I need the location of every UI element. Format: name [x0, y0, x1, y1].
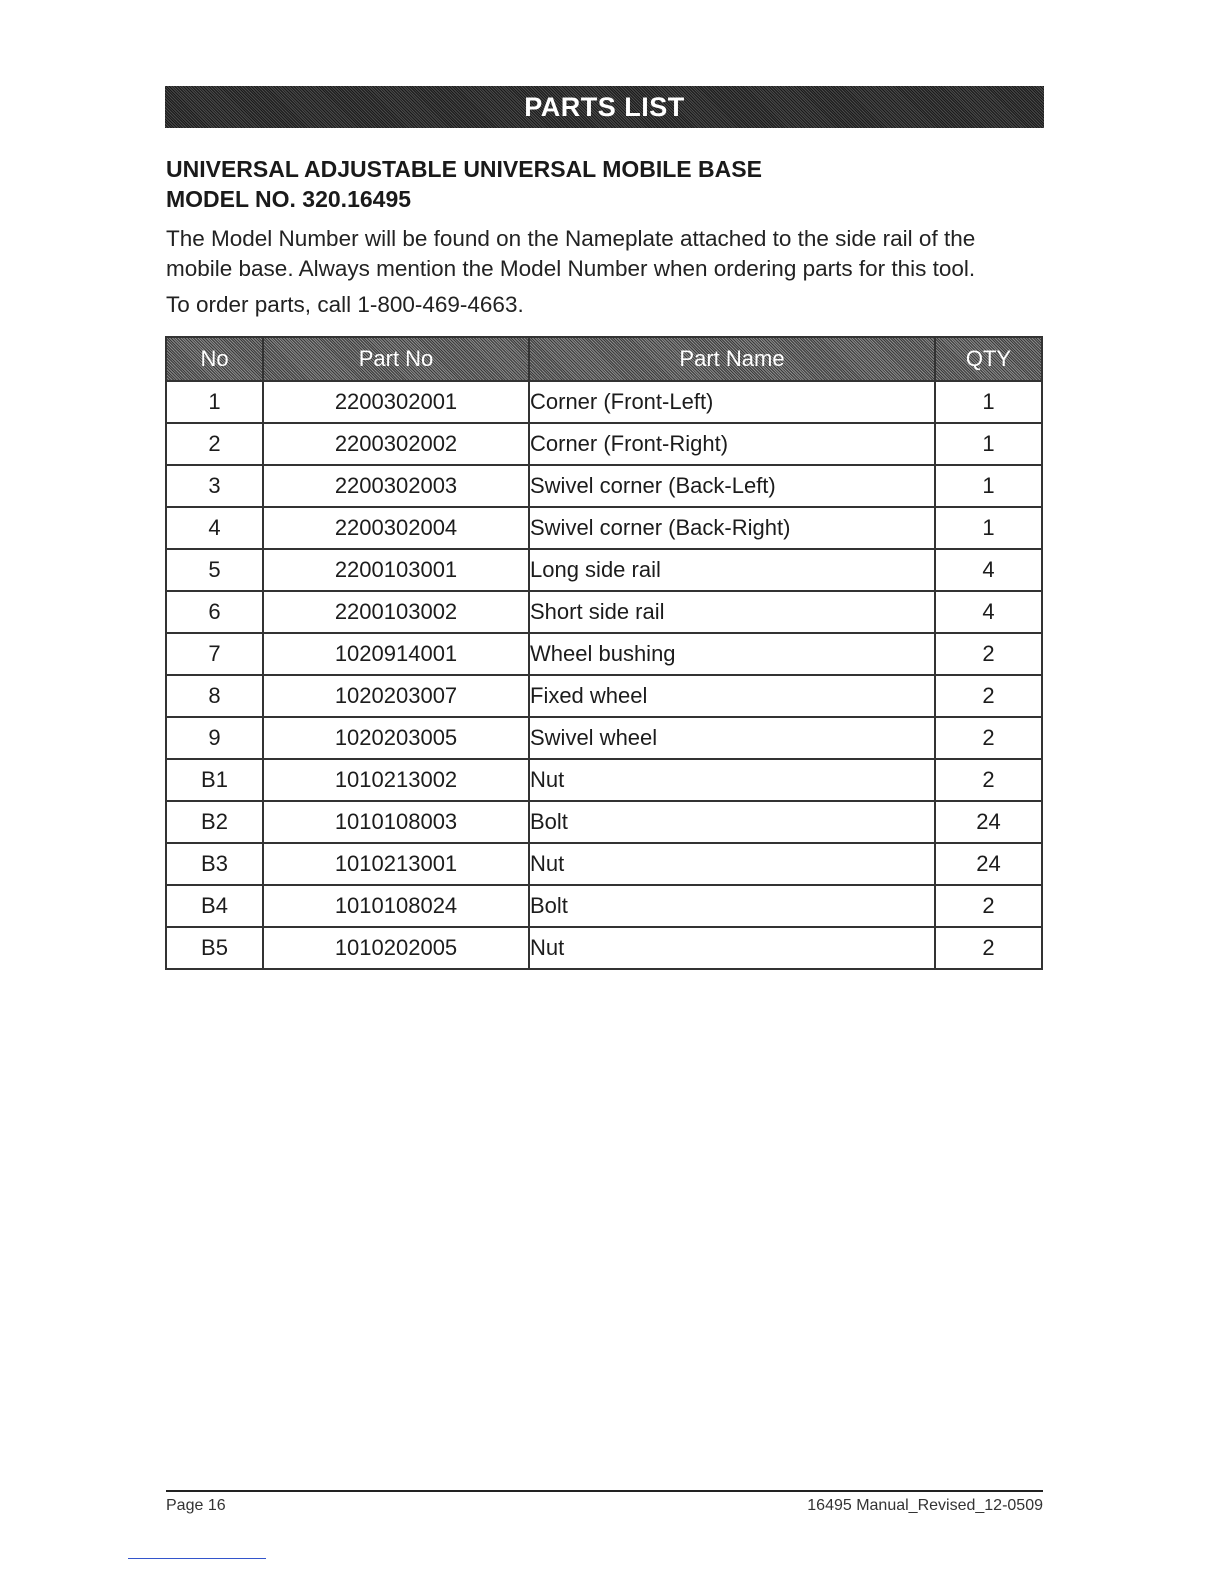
- order-parts-text: To order parts, call 1-800-469-4663.: [166, 292, 524, 317]
- table-row: [166, 381, 1042, 423]
- cell-qty: 1: [935, 381, 1042, 423]
- banner-title: PARTS LIST: [524, 91, 685, 122]
- page-number: Page 16: [166, 1497, 226, 1514]
- cell-part-name: Nut: [529, 927, 935, 969]
- table-row: [166, 591, 1042, 633]
- table-row: [166, 675, 1042, 717]
- link-underline: [128, 1558, 266, 1559]
- header-qty: QTY: [935, 337, 1042, 381]
- table-row: [166, 423, 1042, 465]
- table-header-row: [166, 337, 1042, 381]
- header-part-no: Part No: [263, 337, 529, 381]
- cell-part-name: Swivel corner (Back-Left): [529, 465, 935, 507]
- cell-qty: 1: [935, 423, 1042, 465]
- cell-no: 9: [166, 717, 263, 759]
- cell-part-name: Corner (Front-Right): [529, 423, 935, 465]
- cell-qty: 2: [935, 927, 1042, 969]
- cell-part-no: 1010213001: [263, 843, 529, 885]
- table-row: [166, 633, 1042, 675]
- cell-no: B4: [166, 885, 263, 927]
- table-row: [166, 843, 1042, 885]
- intro-paragraph: The Model Number will be found on the Nameplate attached to the side rail of the mobile base. Always mention the Model Number when ordering parts for this tool.: [166, 226, 976, 281]
- cell-part-no: 1010213002: [263, 759, 529, 801]
- cell-no: B5: [166, 927, 263, 969]
- parts-table: [165, 336, 1043, 970]
- cell-qty: 2: [935, 675, 1042, 717]
- footer-divider: [166, 1490, 1043, 1492]
- model-number: MODEL NO. 320.16495: [166, 186, 412, 212]
- cell-qty: 2: [935, 633, 1042, 675]
- cell-qty: 2: [935, 759, 1042, 801]
- cell-qty: 1: [935, 465, 1042, 507]
- cell-part-no: 2200103001: [263, 549, 529, 591]
- table-row: [166, 549, 1042, 591]
- cell-part-no: 1020203005: [263, 717, 529, 759]
- cell-part-no: 1020914001: [263, 633, 529, 675]
- cell-no: 8: [166, 675, 263, 717]
- cell-qty: 2: [935, 885, 1042, 927]
- cell-qty: 2: [935, 717, 1042, 759]
- cell-qty: 4: [935, 549, 1042, 591]
- cell-no: 4: [166, 507, 263, 549]
- cell-no: 6: [166, 591, 263, 633]
- cell-part-name: Wheel bushing: [529, 633, 935, 675]
- cell-part-name: Swivel wheel: [529, 717, 935, 759]
- cell-part-name: Fixed wheel: [529, 675, 935, 717]
- cell-part-no: 2200302001: [263, 381, 529, 423]
- table-row: [166, 507, 1042, 549]
- cell-part-name: Bolt: [529, 885, 935, 927]
- cell-no: B3: [166, 843, 263, 885]
- cell-part-name: Swivel corner (Back-Right): [529, 507, 935, 549]
- cell-no: B1: [166, 759, 263, 801]
- cell-part-no: 2200103002: [263, 591, 529, 633]
- cell-no: 5: [166, 549, 263, 591]
- cell-part-no: 1010202005: [263, 927, 529, 969]
- table-row: [166, 801, 1042, 843]
- cell-part-name: Nut: [529, 759, 935, 801]
- table-row: [166, 759, 1042, 801]
- parts-list-banner: [165, 86, 1044, 128]
- cell-qty: 24: [935, 843, 1042, 885]
- cell-part-no: 1010108024: [263, 885, 529, 927]
- document-id: 16495 Manual_Revised_12-0509: [807, 1497, 1043, 1514]
- cell-part-no: 2200302003: [263, 465, 529, 507]
- table-row: [166, 717, 1042, 759]
- cell-part-name: Nut: [529, 843, 935, 885]
- cell-no: 7: [166, 633, 263, 675]
- table-row: [166, 885, 1042, 927]
- cell-part-name: Corner (Front-Left): [529, 381, 935, 423]
- cell-no: 1: [166, 381, 263, 423]
- cell-no: B2: [166, 801, 263, 843]
- cell-qty: 1: [935, 507, 1042, 549]
- cell-part-no: 2200302004: [263, 507, 529, 549]
- cell-no: 2: [166, 423, 263, 465]
- product-name: UNIVERSAL ADJUSTABLE UNIVERSAL MOBILE BASE: [166, 156, 762, 182]
- parts-table-body: [166, 381, 1042, 969]
- table-row: [166, 465, 1042, 507]
- cell-part-no: 1010108003: [263, 801, 529, 843]
- header-part-name: Part Name: [529, 337, 935, 381]
- table-row: [166, 927, 1042, 969]
- cell-part-name: Long side rail: [529, 549, 935, 591]
- cell-part-no: 2200302002: [263, 423, 529, 465]
- cell-part-name: Short side rail: [529, 591, 935, 633]
- header-no: No: [166, 337, 263, 381]
- cell-part-name: Bolt: [529, 801, 935, 843]
- cell-part-no: 1020203007: [263, 675, 529, 717]
- cell-qty: 24: [935, 801, 1042, 843]
- cell-no: 3: [166, 465, 263, 507]
- cell-qty: 4: [935, 591, 1042, 633]
